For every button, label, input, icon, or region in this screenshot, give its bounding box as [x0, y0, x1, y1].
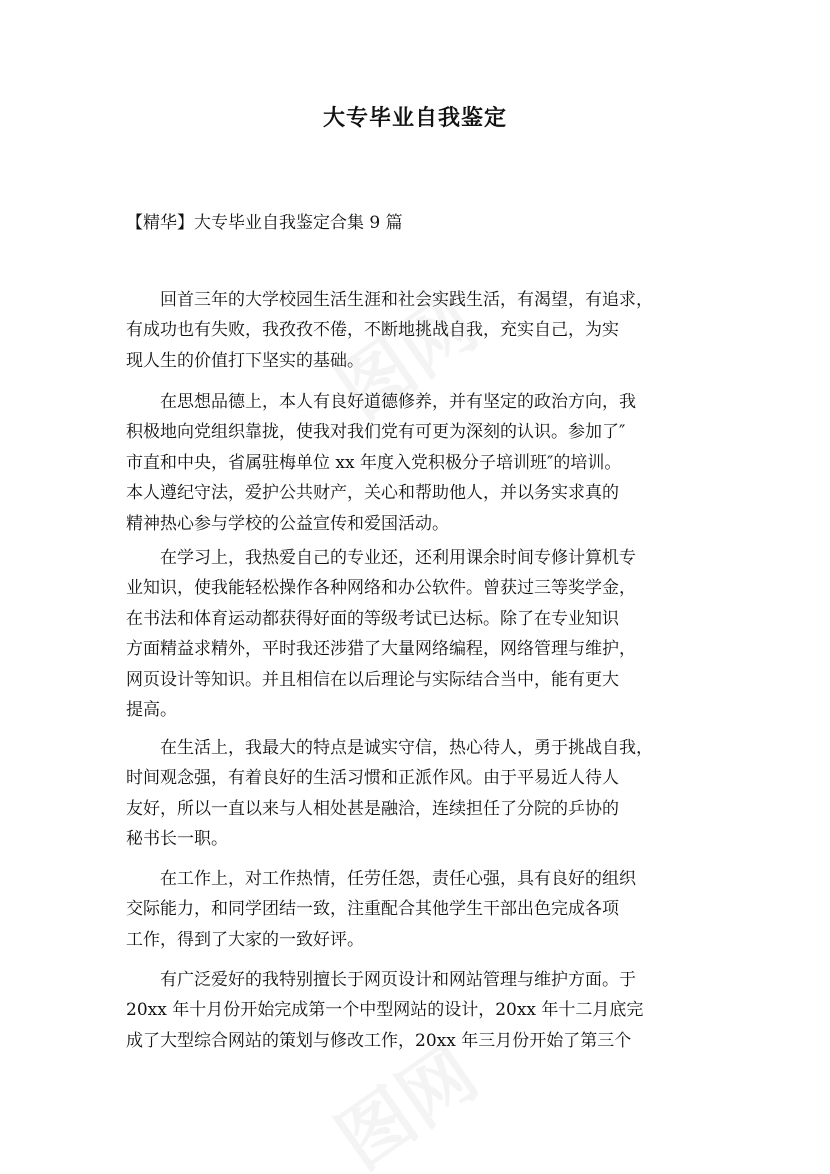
- paragraph-line: 有成功也有失败，我孜孜不倦，不断地挑战自我，充实自己，为实: [126, 320, 619, 341]
- paragraph-line: 提高。: [126, 700, 177, 721]
- paragraph-line: 本人遵纪守法，爱护公共财产，关心和帮助他人，并以务实求真的: [126, 483, 619, 504]
- paragraph-line: 在书法和体育运动都获得好面的等级考试已达标。除了在专业知识: [126, 608, 619, 629]
- paragraph-hobbies: [126, 965, 726, 1056]
- paragraph-line: 现人生的价值打下坚实的基础。: [126, 350, 364, 371]
- paragraph-line: 业知识，使我能轻松操作各种网络和办公软件。曾获过三等奖学金，: [126, 578, 636, 599]
- paragraph-line: 积极地向党组织靠拢，使我对我们党有可更为深刻的认识。参加了″: [126, 422, 626, 443]
- paragraph-line: 有广泛爱好的我特别擅长于网页设计和网站管理与维护方面。于: [160, 970, 636, 990]
- paragraph-line: 在工作上，对工作热情，任劳任怨，责任心强，具有良好的组织: [160, 869, 636, 889]
- paragraph-line: 友好，所以一直以来与人相处甚是融洽，连续担任了分院的乒协的: [126, 798, 619, 819]
- paragraph-line: 在思想品德上，本人有良好道德修养，并有坚定的政治方向，我: [160, 392, 636, 412]
- paragraph-line: 在生活上，我最大的特点是诚实守信，热心待人，勇于挑战自我，: [160, 738, 653, 758]
- paragraph-line: 20xx 年十月份开始完成第一个中型网站的设计，20xx 年十二月底完: [126, 1000, 644, 1021]
- paragraph-line: 市直和中央，省属驻梅单位 xx 年度入党积极分子培训班″的培训。: [126, 452, 622, 473]
- paragraph-line: 交际能力，和同学团结一致，注重配合其他学生干部出色完成各项: [126, 899, 619, 920]
- paragraph-line: 时间观念强，有着良好的生活习惯和正派作风。由于平易近人待人: [126, 768, 619, 789]
- paragraph-intro: [126, 285, 726, 376]
- document-title: 大专毕业自我鉴定: [322, 105, 507, 131]
- paragraph-line: 网页设计等知识。并且相信在以后理论与实际结合当中，能有更大: [126, 669, 619, 690]
- paragraph-morality: [126, 387, 726, 539]
- paragraph-line: 方面精益求精外，平时我还涉猎了大量网络编程，网络管理与维护，: [126, 639, 636, 660]
- paragraph-study: [126, 543, 726, 725]
- paragraph-life: [126, 733, 726, 855]
- paragraph-line: 精神热心参与学校的公益宣传和爱国活动。: [126, 513, 449, 534]
- paragraph-line: 回首三年的大学校园生活生涯和社会实践生活，有渴望，有追求，: [160, 290, 653, 310]
- paragraph-line: 成了大型综合网站的策划与修改工作，20xx 年三月份开始了第三个: [126, 1030, 632, 1051]
- paragraph-line: 秘书长一职。: [126, 829, 228, 850]
- document-subtitle: 【精华】大专毕业自我鉴定合集 9 篇: [126, 213, 403, 233]
- paragraph-work: [126, 864, 726, 955]
- paragraph-line: 在学习上，我热爱自己的专业还，还利用课余时间专修计算机专: [160, 548, 636, 568]
- paragraph-line: 工作，得到了大家的一致好评。: [126, 929, 364, 950]
